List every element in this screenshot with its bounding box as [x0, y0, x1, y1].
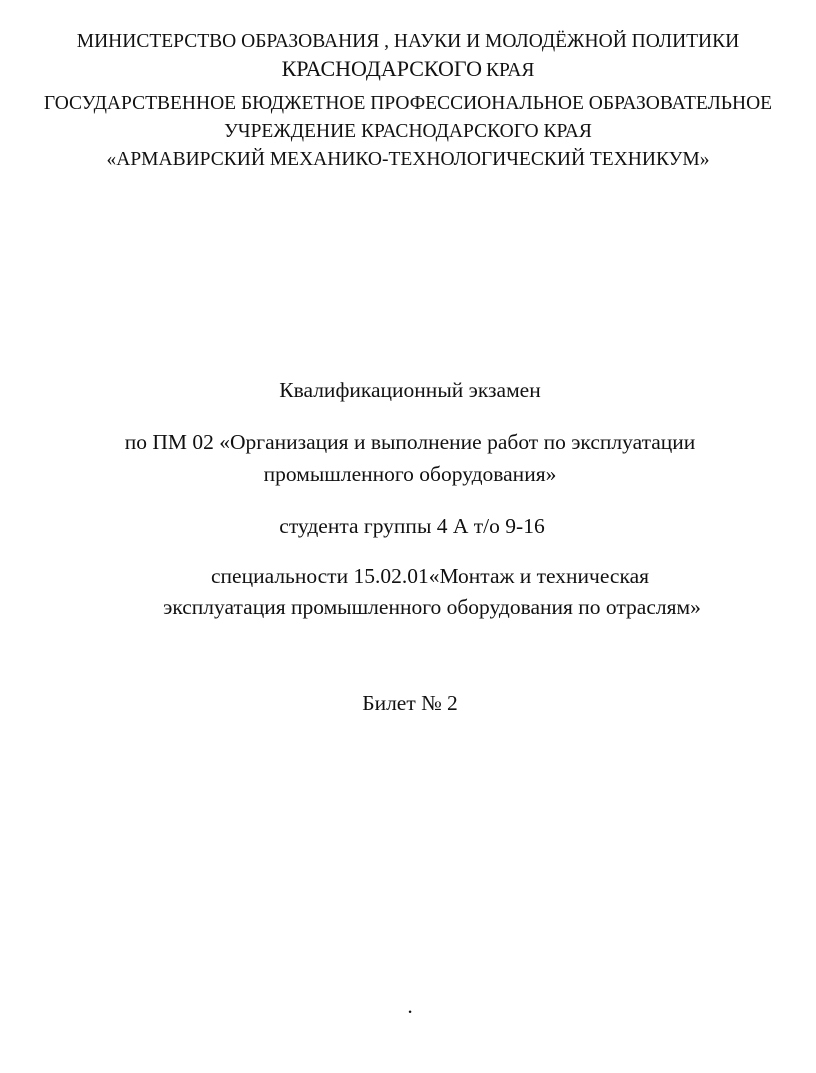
module-line-1: по ПМ 02 «Организация и выполнение работ по эксплуатации — [124, 430, 696, 454]
region-suffix: КРАЯ — [485, 60, 535, 81]
student-group: студента группы 4 А т/о 9-16 — [279, 514, 545, 538]
module-line-2: промышленного оборудования» — [263, 462, 557, 486]
specialty-line-1: специальности 15.02.01«Монтаж и техническая — [210, 564, 650, 588]
ministry-line: МИНИСТЕРСТВО ОБРАЗОВАНИЯ , НАУКИ И МОЛОДЁЖНОЙ ПОЛИТИКИ — [76, 31, 740, 52]
region-word: КРАСНОДАРСКОГО — [281, 56, 482, 81]
footer-mark: . — [407, 994, 413, 1018]
region-line — [0, 58, 816, 81]
institution-name: «АРМАВИРСКИЙ МЕХАНИКО-ТЕХНОЛОГИЧЕСКИЙ ТЕХНИКУМ» — [106, 149, 710, 170]
specialty-line-2: эксплуатация промышленного оборудования по отраслям» — [163, 595, 701, 619]
exam-title: Квалификационный экзамен — [279, 378, 541, 402]
institution-line-2: УЧРЕЖДЕНИЕ КРАСНОДАРСКОГО КРАЯ — [224, 121, 592, 142]
ticket-number: Билет № 2 — [362, 691, 458, 715]
institution-line-1: ГОСУДАРСТВЕННОЕ БЮДЖЕТНОЕ ПРОФЕССИОНАЛЬНОЕ ОБРАЗОВАТЕЛЬНОЕ — [43, 93, 773, 114]
